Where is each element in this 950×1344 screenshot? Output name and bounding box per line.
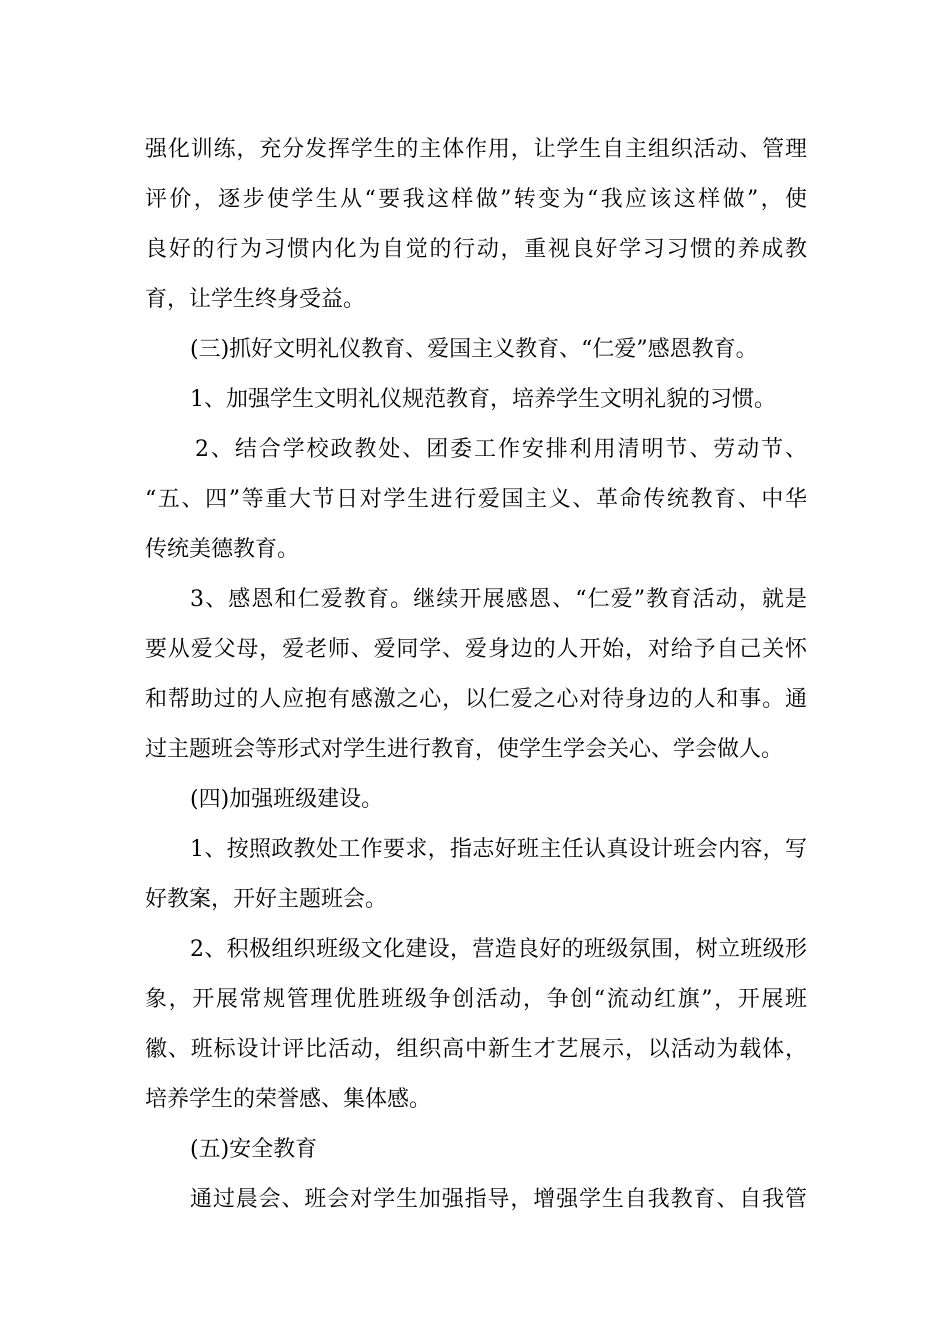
text-line: 3、感恩和仁爱教育。继续开展感恩、“仁爱”教育活动，就是 xyxy=(190,587,807,612)
section-heading: (四)加强班级建设。 xyxy=(190,787,384,812)
text-line: 2、结合学校政教处、团委工作安排利用清明节、劳动节、 xyxy=(195,437,807,462)
text-line: 和帮助过的人应抱有感激之心，以仁爱之心对待身边的人和事。通 xyxy=(145,687,807,712)
text-line: 强化训练，充分发挥学生的主体作用，让学生自主组织活动、管理 xyxy=(145,137,807,162)
text-line: 培养学生的荣誉感、集体感。 xyxy=(145,1087,432,1112)
section-heading: (三)抓好文明礼仪教育、爱国主义教育、“仁爱”感恩教育。 xyxy=(190,337,758,362)
text-line: 象，开展常规管理优胜班级争创活动，争创“流动红旗”，开展班 xyxy=(145,987,807,1012)
section-heading: (五)安全教育 xyxy=(190,1137,318,1162)
text-line: 好教案，开好主题班会。 xyxy=(145,887,388,912)
text-line: 过主题班会等形式对学生进行教育，使学生学会关心、学会做人。 xyxy=(145,737,784,762)
text-line: 良好的行为习惯内化为自觉的行动，重视良好学习习惯的养成教 xyxy=(145,237,807,262)
text-line: 传统美德教育。 xyxy=(145,537,300,562)
text-line: 育，让学生终身受益。 xyxy=(145,287,366,312)
text-line: 评价，逐步使学生从“要我这样做”转变为“我应该这样做”，使 xyxy=(145,187,807,212)
text-line: 徽、班标设计评比活动，组织高中新生才艺展示，以活动为载体， xyxy=(145,1037,807,1062)
text-line: 1、加强学生文明礼仪规范教育，培养学生文明礼貌的习惯。 xyxy=(190,387,776,412)
text-line: “五、四”等重大节日对学生进行爱国主义、革命传统教育、中华 xyxy=(145,487,807,512)
text-line: 1、按照政教处工作要求，指志好班主任认真设计班会内容，写 xyxy=(190,837,807,862)
text-line: 通过晨会、班会对学生加强指导，增强学生自我教育、自我管 xyxy=(190,1187,807,1212)
text-line: 要从爱父母，爱老师、爱同学、爱身边的人开始，对给予自己关怀 xyxy=(145,637,807,662)
text-line: 2、积极组织班级文化建设，营造良好的班级氛围，树立班级形 xyxy=(190,937,807,962)
